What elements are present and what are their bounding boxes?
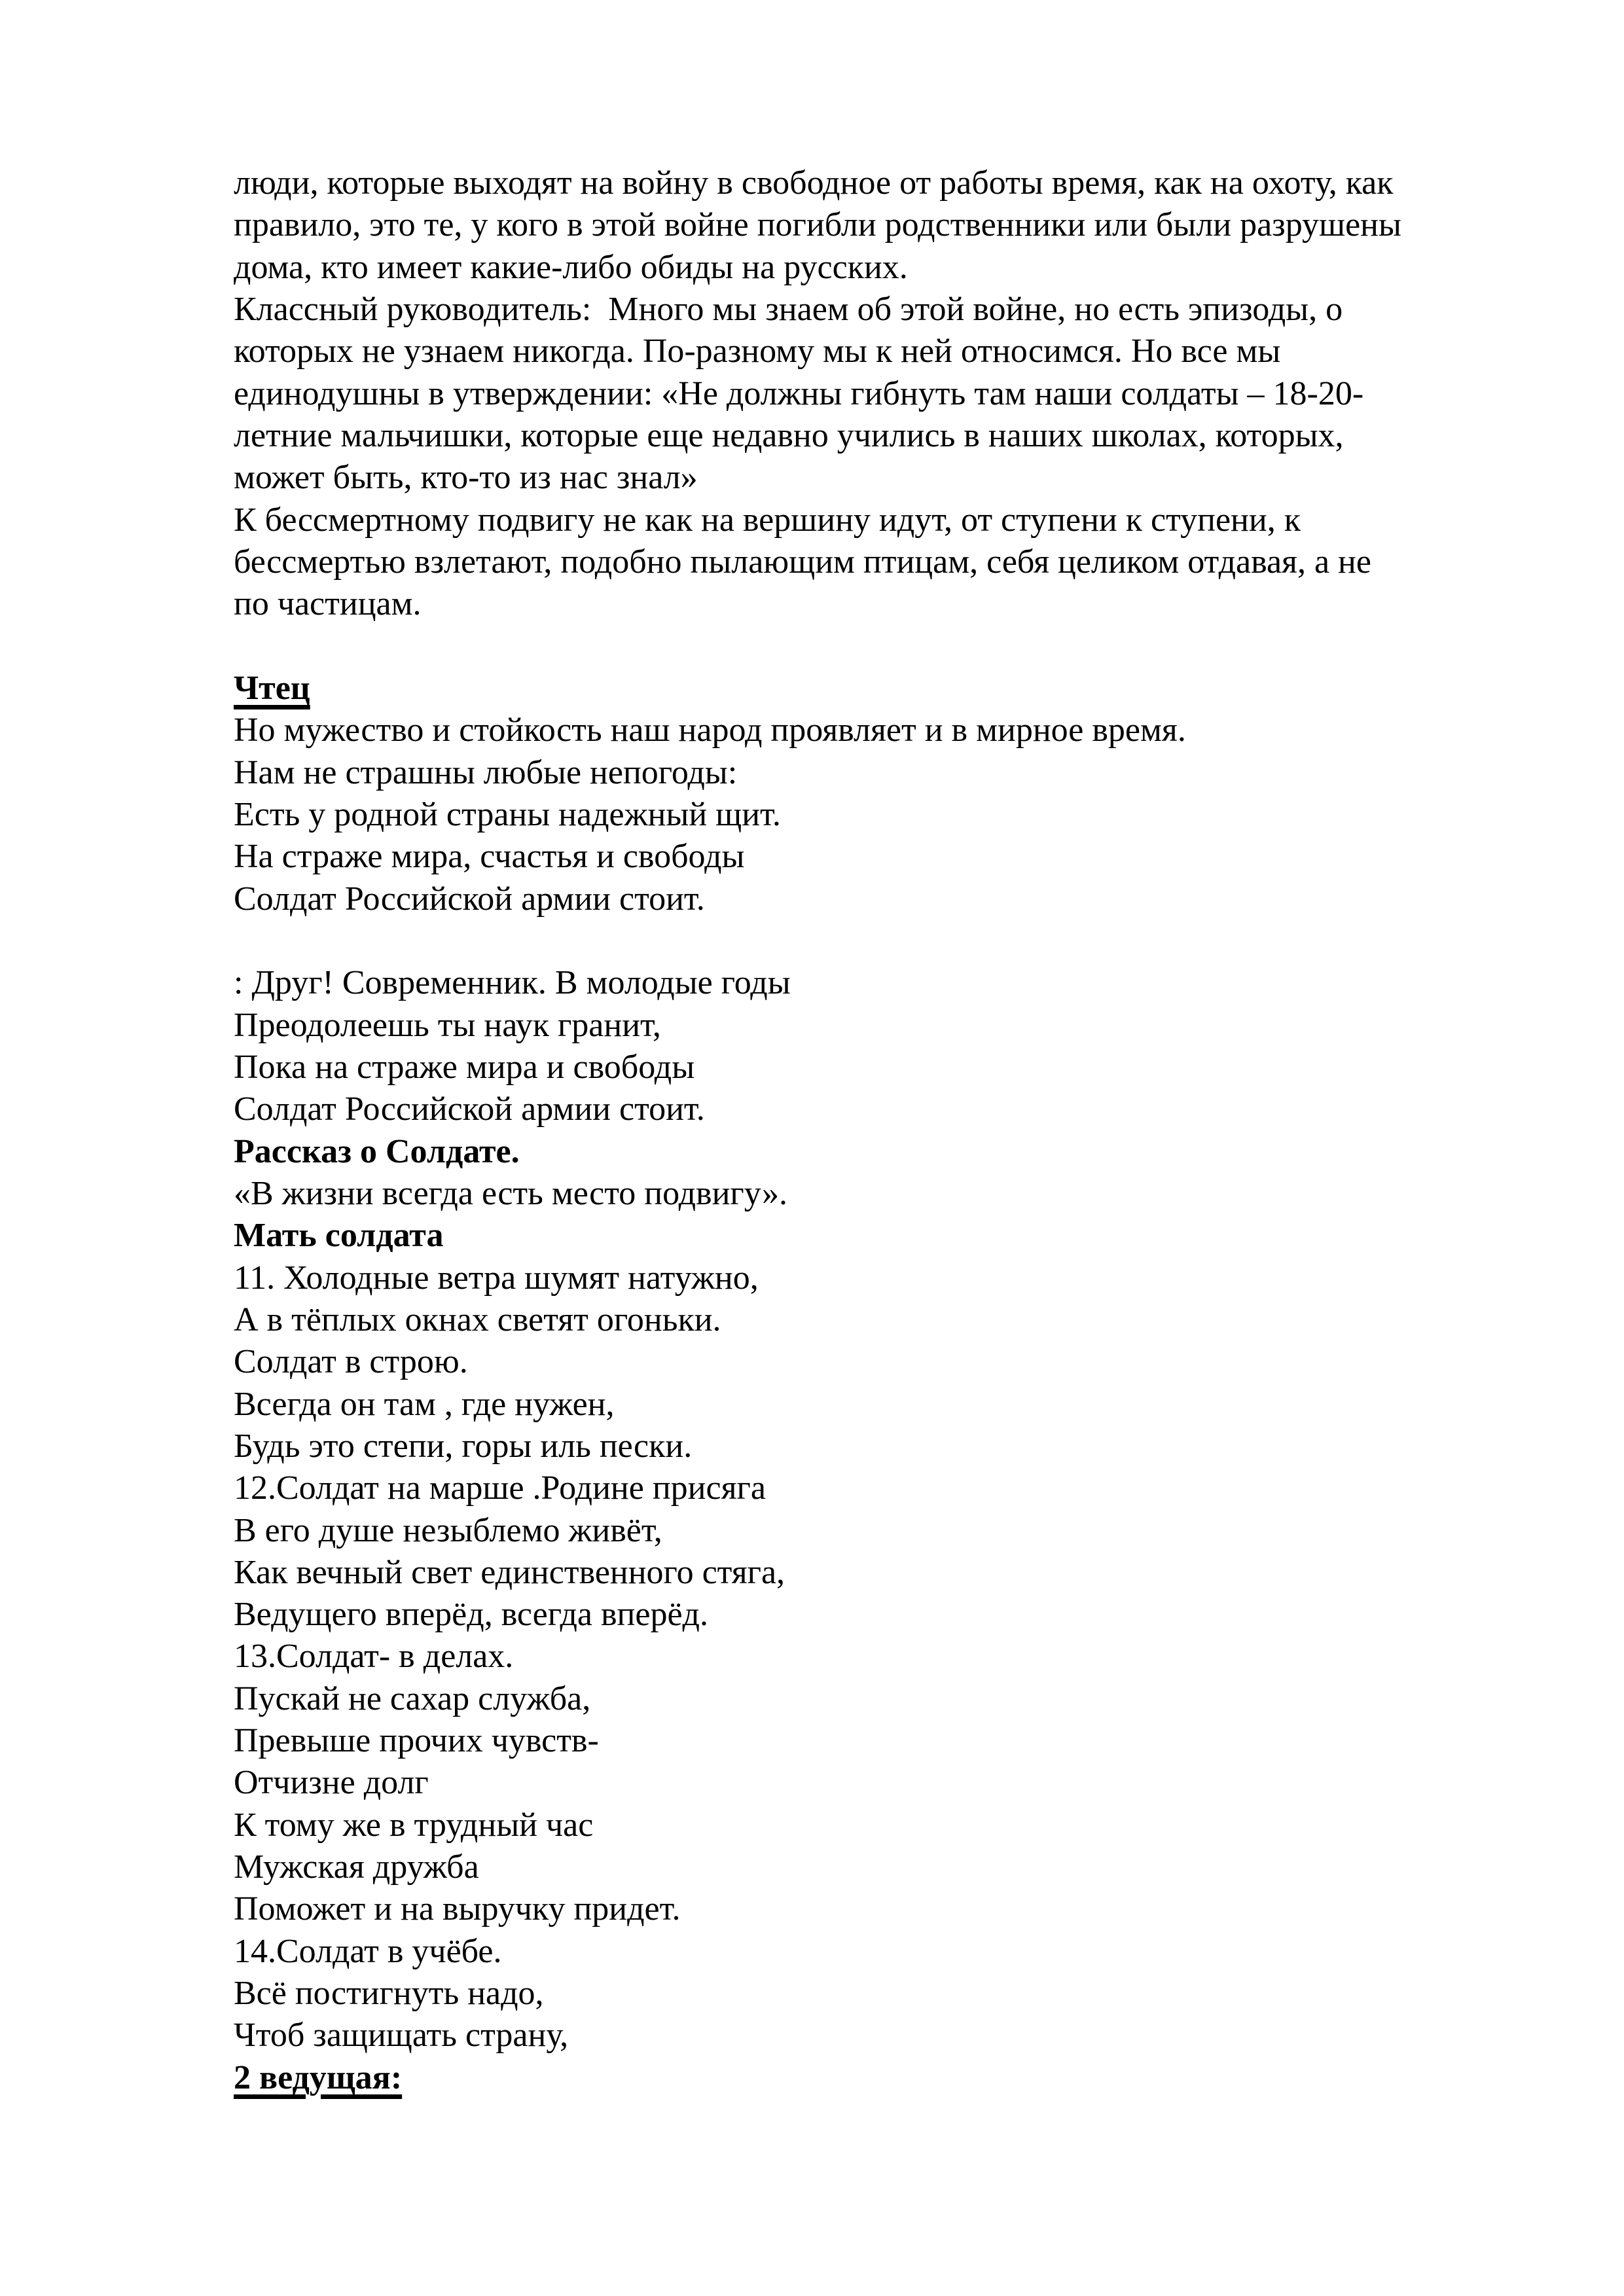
text-line: Преодолеешь ты наук гранит, [234, 1006, 661, 1044]
blank-line [234, 626, 1545, 668]
text-line: летние мальчишки, которые еще недавно учились в наших школах, которых, [234, 416, 1344, 454]
text-line: А в тёплых окнах светят огоньки. [234, 1300, 721, 1338]
text-line: может быть, кто-то из нас знал» [234, 459, 698, 497]
text-line: Но мужество и стойкость наш народ проявляет и в мирное время. [234, 711, 1186, 749]
text-line: 13.Солдат- в делах. [234, 1638, 514, 1676]
text-line: К бессмертному подвигу не как на вершину идут, от ступени к ступени, к [234, 501, 1301, 539]
text-line: Будь это степи, горы иль пески. [234, 1427, 693, 1465]
text-line: Ведущего вперёд, всегда вперёд. [234, 1596, 709, 1634]
text-line: К тому же в трудный час [234, 1806, 594, 1844]
text-line: Солдат в строю. [234, 1343, 468, 1381]
text-line: Мужская дружба [234, 1848, 479, 1886]
text-line: Всё постигнуть надо, [234, 1975, 544, 2013]
text-line: правило, это те, у кого в этой войне погибли родственники или были разрушены [234, 206, 1401, 244]
text-line: В его душе незыблемо живёт, [234, 1511, 662, 1549]
text-line: бессмертью взлетают, подобно пылающим птицам, себя целиком отдавая, а не [234, 543, 1371, 581]
text-line: Превыше прочих чувств- [234, 1722, 599, 1760]
text-line: На страже мира, счастья и свободы [234, 838, 745, 876]
text-line: Чтец [234, 669, 310, 707]
text-block [234, 162, 1545, 2099]
text-line: Пока на страже мира и свободы [234, 1048, 695, 1086]
text-line: которых не узнаем никогда. По-разному мы к ней относимся. Но все мы [234, 332, 1281, 370]
text-line: Солдат Российской армии стоит. [234, 880, 705, 918]
text-line: Нам не страшны любые непогоды: [234, 753, 738, 791]
text-line: по частицам. [234, 585, 422, 623]
text-line: Отчизне долг [234, 1764, 429, 1802]
text-line: Солдат Российской армии стоит. [234, 1090, 705, 1128]
text-line: 2 ведущая: [234, 2058, 403, 2096]
text-line: Всегда он там , где нужен, [234, 1385, 615, 1423]
text-line: Рассказ о Солдате. [234, 1132, 520, 1170]
text-line: 12.Солдат на марше .Родине присяга [234, 1469, 766, 1507]
text-line: единодушны в утверждении: «Не должны гибнуть там наши солдаты – 18-20- [234, 374, 1364, 412]
blank-line [234, 920, 1545, 962]
text-line: : Друг! Современник. В молодые годы [234, 964, 791, 1002]
text-line: Как вечный свет единственного стяга, [234, 1553, 785, 1591]
text-line: Пускай не сахар служба, [234, 1679, 591, 1717]
text-line: Чтоб защищать страну, [234, 2017, 569, 2054]
text-line: 11. Холодные ветра шумят натужно, [234, 1259, 759, 1297]
text-line: «В жизни всегда есть место подвигу». [234, 1174, 788, 1212]
text-line: Есть у родной страны надежный щит. [234, 795, 781, 833]
text-line: люди, которые выходят на войну в свободное от работы время, как на охоту, как [234, 164, 1394, 202]
text-line: 14.Солдат в учёбе. [234, 1932, 502, 1970]
text-line: Классный руководитель: Много мы знаем об этой войне, но есть эпизоды, о [234, 290, 1343, 328]
text-line: Мать солдата [234, 1217, 444, 1255]
text-line: Поможет и на выручку придет. [234, 1890, 681, 1928]
text-line: дома, кто имеет какие-либо обиды на русских. [234, 248, 908, 286]
